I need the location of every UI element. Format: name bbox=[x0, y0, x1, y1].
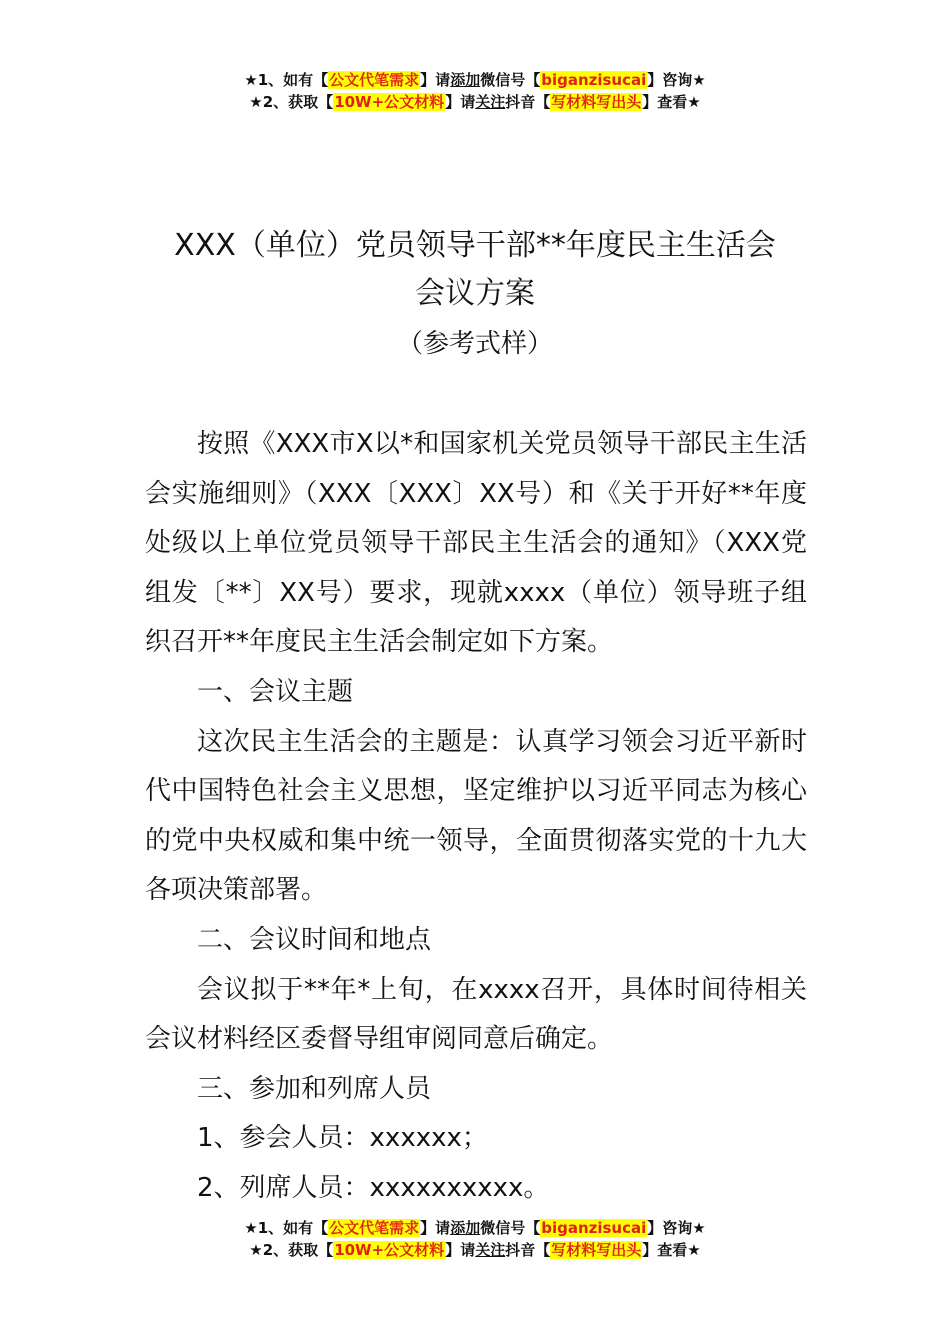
section-heading: 二、会议时间和地点 bbox=[197, 924, 432, 955]
banner-underline: 添加 bbox=[450, 1219, 481, 1237]
section-heading: 三、参加和列席人员 bbox=[197, 1073, 432, 1104]
banner-text: 】咨询★ bbox=[647, 71, 706, 89]
list-item: 2、列席人员：xxxxxxxxxx。 bbox=[197, 1172, 550, 1203]
banner-text: 】请 bbox=[420, 1219, 451, 1237]
banner-text: 】查看★ bbox=[642, 93, 701, 111]
banner-text: 】查看★ bbox=[642, 1241, 701, 1259]
banner-highlight: 10W+公文材料 bbox=[334, 93, 445, 111]
banner-line-1 bbox=[0, 1217, 950, 1239]
document-body bbox=[145, 420, 807, 1214]
banner-underline: 关注 bbox=[475, 1241, 506, 1259]
document-title-line-1: XXX（单位）党员领导干部**年度民主生活会 bbox=[174, 228, 776, 263]
banner-line-2 bbox=[0, 1239, 950, 1261]
bottom-banner bbox=[0, 1217, 950, 1261]
section-paragraph: 这次民主生活会的主题是：认真学习领会习近平新时代中国特色社会主义思想，坚定维护以习近平同志为核心的党中央权威和集中统一领导，全面贯彻落实党的十九大各项决策部署。 bbox=[145, 726, 807, 906]
banner-text: 】请 bbox=[420, 71, 451, 89]
banner-highlight: 公文代笔需求 bbox=[329, 1219, 420, 1237]
banner-text: 】请 bbox=[445, 1241, 476, 1259]
top-banner bbox=[0, 69, 950, 113]
banner-highlight: 写材料写出头 bbox=[551, 93, 642, 111]
banner-text: 】咨询★ bbox=[647, 1219, 706, 1237]
document-subtitle: （参考式样） bbox=[396, 329, 553, 359]
banner-text: 微信号【 bbox=[480, 1219, 541, 1237]
banner-highlight: biganzisucai bbox=[541, 1219, 647, 1237]
banner-text: ★2、获取【 bbox=[249, 93, 334, 111]
banner-underline: 添加 bbox=[450, 71, 481, 89]
banner-text: ★1、如有【 bbox=[244, 71, 329, 89]
banner-highlight: 10W+公文材料 bbox=[334, 1241, 445, 1259]
banner-text: 】请 bbox=[445, 93, 476, 111]
section-paragraph: 会议拟于**年*上旬，在xxxx召开，具体时间待相关会议材料经区委督导组审阅同意后确定。 bbox=[145, 974, 807, 1055]
document-title-line-2: 会议方案 bbox=[415, 276, 535, 311]
section-heading: 一、会议主题 bbox=[197, 676, 354, 707]
banner-text: 抖音【 bbox=[505, 1241, 551, 1259]
banner-highlight: 写材料写出头 bbox=[551, 1241, 642, 1259]
banner-line-2 bbox=[0, 91, 950, 113]
banner-underline: 关注 bbox=[475, 93, 506, 111]
banner-text: 微信号【 bbox=[480, 71, 541, 89]
banner-highlight: biganzisucai bbox=[541, 71, 647, 89]
banner-text: 抖音【 bbox=[505, 93, 551, 111]
banner-text: ★2、获取【 bbox=[249, 1241, 334, 1259]
list-item: 1、参会人员：xxxxxx； bbox=[197, 1123, 488, 1154]
banner-line-1 bbox=[0, 69, 950, 91]
banner-text: ★1、如有【 bbox=[244, 1219, 329, 1237]
intro-paragraph: 按照《XXX市X以*和国家机关党员领导干部民主生活会实施细则》（XXX〔XXX〕XX号）和《关于开好**年度处级以上单位党员领导干部民主生活会的通知》（XXX党组发〔**〕XX号）要求，现就xxxx（单位）领导班子组织召开**年度民主生活会制定如下方案。 bbox=[145, 429, 807, 658]
banner-highlight: 公文代笔需求 bbox=[329, 71, 420, 89]
